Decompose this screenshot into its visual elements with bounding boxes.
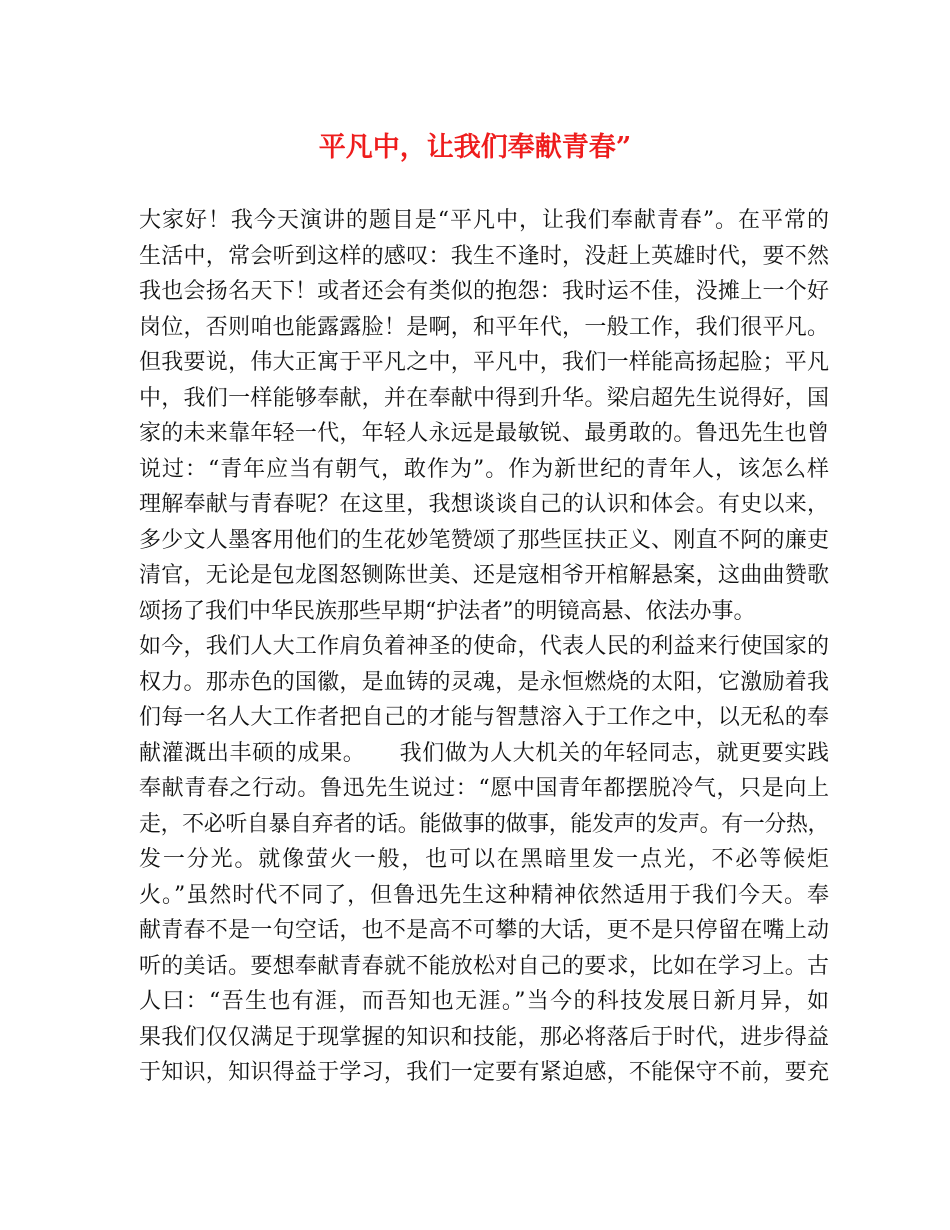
body-line: 火。”虽然时代不同了，但鲁迅先生这种精神依然适用于我们今天。奉 — [139, 882, 829, 908]
body-line: 但我要说，伟大正寓于平凡之中，平凡中，我们一样能高扬起脸；平凡 — [139, 350, 829, 375]
body-line: 岗位，否则咱也能露露脸！是啊，和平年代，一般工作，我们很平凡。 — [139, 314, 829, 340]
document-body — [139, 203, 829, 1091]
body-line: 说过：“青年应当有朝气，敢作为”。作为新世纪的青年人，该怎么样 — [139, 456, 829, 482]
body-line: 理解奉献与青春呢？在这里，我想谈谈自己的认识和体会。有史以来， — [139, 492, 829, 517]
document-title: 平凡中，让我们奉献青春” — [318, 132, 632, 163]
body-line: 献青春不是一句空话，也不是高不可攀的大话，更不是只停留在嘴上动 — [139, 918, 829, 943]
body-line: 我也会扬名天下！或者还会有类似的抱怨：我时运不佳，没摊上一个好 — [139, 279, 829, 304]
body-line: 果我们仅仅满足于现掌握的知识和技能，那必将落后于时代，进步得益 — [139, 1024, 829, 1050]
body-line: 多少文人墨客用他们的生花妙笔赞颂了那些匡扶正义、刚直不阿的廉吏 — [139, 527, 829, 553]
body-line: 清官，无论是包龙图怒铡陈世美、还是寇相爷开棺解悬案，这曲曲赞歌 — [139, 563, 829, 588]
body-line: 献灌溉出丰硕的成果。 我们做为人大机关的年轻同志，就更要实践 — [139, 740, 829, 766]
body-line: 中，我们一样能够奉献，并在奉献中得到升华。梁启超先生说得好，国 — [139, 385, 829, 411]
body-line: 如今，我们人大工作肩负着神圣的使命，代表人民的利益来行使国家的 — [139, 634, 829, 659]
body-line: 家的未来靠年轻一代，年轻人永远是最敏锐、最勇敢的。鲁迅先生也曾 — [139, 421, 829, 446]
body-line: 于知识，知识得益于学习，我们一定要有紧迫感，不能保守不前，要充 — [139, 1060, 829, 1085]
body-line: 权力。那赤色的国徽，是血铸的灵魂，是永恒燃烧的太阳，它激励着我 — [139, 669, 829, 695]
body-line: 奉献青春之行动。鲁迅先生说过：“愿中国青年都摆脱冷气，只是向上 — [139, 776, 829, 801]
body-line: 听的美话。要想奉献青春就不能放松对自己的要求，比如在学习上。古 — [139, 953, 829, 979]
body-line: 发一分光。就像萤火一般，也可以在黑暗里发一点光，不必等候炬 — [139, 847, 829, 872]
body-line: 颂扬了我们中华民族那些早期“护法者”的明镜高悬、依法办事。 — [139, 598, 756, 624]
body-line: 大家好！我今天演讲的题目是“平凡中，让我们奉献青春”。在平常的 — [139, 208, 829, 233]
body-line: 人曰：“吾生也有涯，而吾知也无涯。”当今的科技发展日新月异，如 — [139, 989, 829, 1014]
body-line: 走，不必听自暴自弃者的话。能做事的做事，能发声的发声。有一分热， — [139, 811, 829, 837]
body-line: 们每一名人大工作者把自己的才能与智慧溶入于工作之中，以无私的奉 — [139, 705, 829, 730]
body-line: 生活中，常会听到这样的感叹：我生不逢时，没赶上英雄时代，要不然 — [139, 243, 829, 269]
